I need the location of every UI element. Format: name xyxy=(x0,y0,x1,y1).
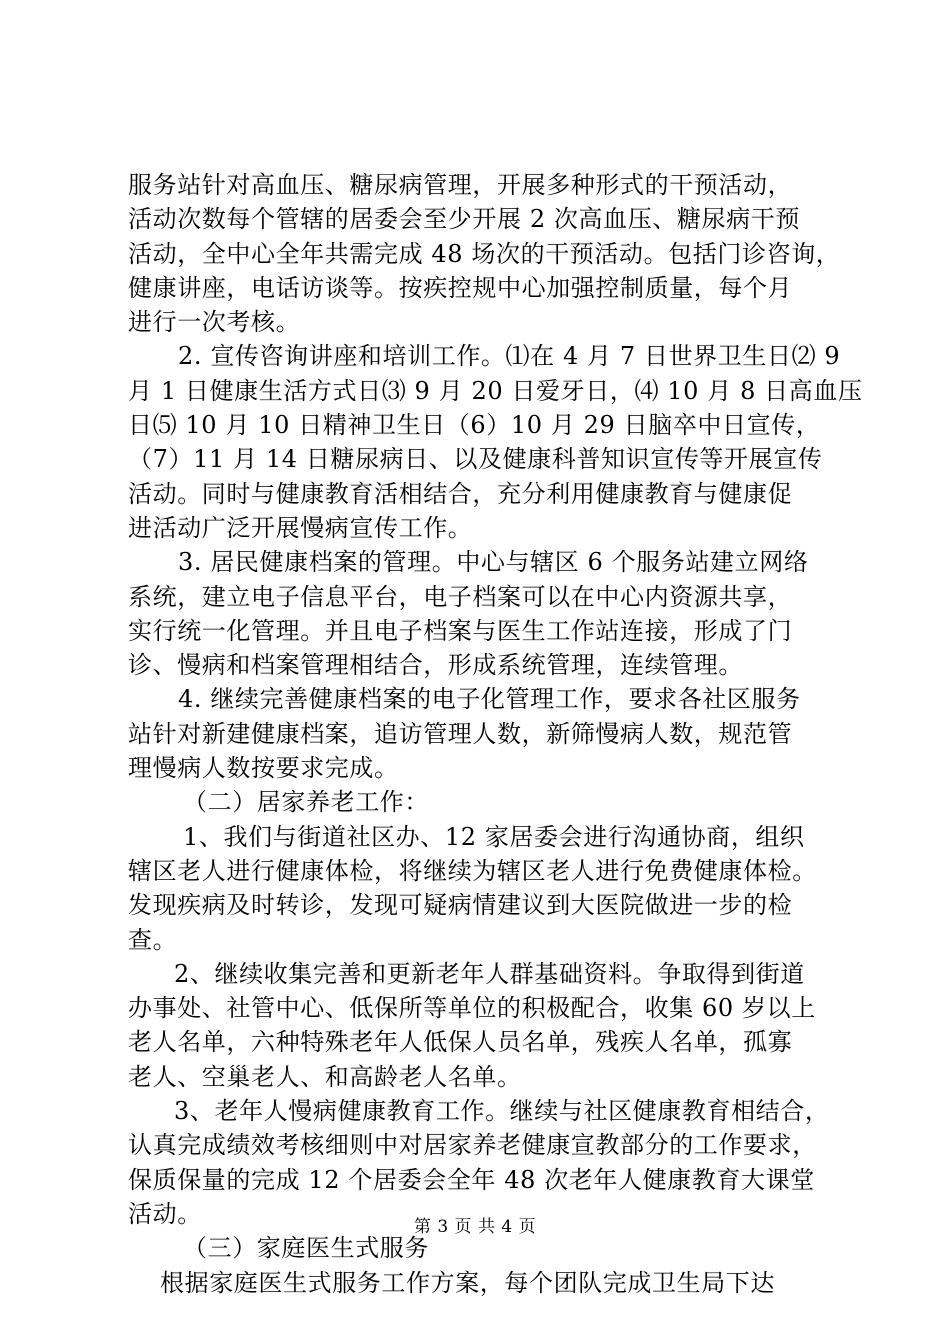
text-line: 活动，全中心全年共需完成 48 场次的干预活动。包括门诊咨询， xyxy=(128,239,841,268)
text-line: 辖区老人进行健康体检，将继续为辖区老人进行免费健康体检。 xyxy=(128,856,817,885)
text-line: 诊、慢病和档案管理相结合，形成系统管理，连续管理。 xyxy=(128,651,743,680)
text-line: 月 1 日健康生活方式日⑶ 9 月 20 日爱牙日，⑷ 10 月 8 日高血压 xyxy=(128,376,863,405)
text-line: 认真完成绩效考核细则中对居家养老健康宣教部分的工作要求， xyxy=(128,1131,817,1160)
text-line: 4. 继续完善健康档案的电子化管理工作，要求各社区服务 xyxy=(178,685,801,714)
text-line: 活动次数每个管辖的居委会至少开展 2 次高血压、糖尿病干预 xyxy=(128,205,800,234)
section-heading: （三）家庭医生式服务 xyxy=(183,1234,429,1263)
text-line: 站针对新建健康档案，追访管理人数，新筛慢病人数，规范管 xyxy=(128,719,793,748)
text-line: 进活动广泛开展慢病宣传工作。 xyxy=(128,513,473,542)
text-line: 老人、空巢老人、和高龄老人名单。 xyxy=(128,1062,522,1091)
section-heading: （二）居家养老工作： xyxy=(183,788,429,817)
text-line: 办事处、社管中心、低保所等单位的积极配合，收集 60 岁以上 xyxy=(128,994,816,1023)
text-line: 活动。同时与健康教育活相结合，充分利用健康教育与健康促 xyxy=(128,479,793,508)
text-line: （7）11 月 14 日糖尿病日、以及健康科普知识宣传等开展宣传 xyxy=(128,445,823,474)
text-line: 服务站针对高血压、糖尿病管理，开展多种形式的干预活动， xyxy=(128,171,793,199)
text-line: 3. 居民健康档案的管理。中心与辖区 6 个服务站建立网络 xyxy=(178,548,809,577)
text-line: 根据家庭医生式服务工作方案，每个团队完成卫生局下达 xyxy=(160,1268,775,1297)
text-line: 活动。 xyxy=(128,1199,202,1228)
text-line: 系统，建立电子信息平台，电子档案可以在中心内资源共享， xyxy=(128,582,793,611)
text-line: 2. 宣传咨询讲座和培训工作。⑴在 4 月 7 日世界卫生日⑵ 9 xyxy=(178,342,841,371)
text-line: 2、继续收集完善和更新老年人群基础资料。争取得到街道 xyxy=(174,959,805,988)
text-line: 日⑸ 10 月 10 日精神卫生日（6）10 月 29 日脑卒中日宣传， xyxy=(128,411,821,440)
text-line: 健康讲座，电话访谈等。按疾控规中心加强控制质量，每个月 xyxy=(128,273,793,302)
text-line: 保质保量的完成 12 个居委会全年 48 次老年人健康教育大课堂 xyxy=(128,1165,815,1194)
text-line: 查。 xyxy=(128,925,178,954)
text-line: 发现疾病及时转诊，发现可疑病情建议到大医院做进一步的检 xyxy=(128,891,793,920)
text-line: 3、老年人慢病健康教育工作。继续与社区健康教育相结合， xyxy=(174,1097,830,1126)
text-line: 实行统一化管理。并且电子档案与医生工作站连接，形成了门 xyxy=(128,616,793,645)
text-line: 老人名单，六种特殊老年人低保人员名单，残疾人名单，孤寡 xyxy=(128,1028,793,1057)
page-footer: 第 3 页 共 4 页 xyxy=(413,1217,537,1237)
text-line: 理慢病人数按要求完成。 xyxy=(128,754,399,783)
text-line: 进行一次考核。 xyxy=(128,308,301,337)
text-line: 1、我们与街道社区办、12 家居委会进行沟通协商，组织 xyxy=(183,822,805,851)
document-body xyxy=(128,168,863,1300)
